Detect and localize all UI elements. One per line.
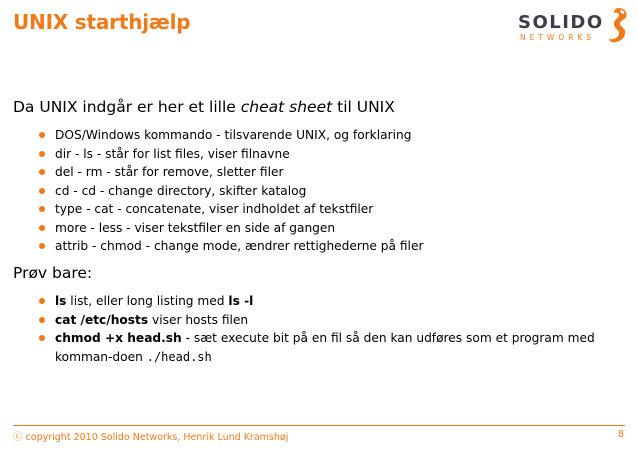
list-item <box>0 292 615 311</box>
list-item <box>0 311 615 330</box>
list-item-text: cd - cd - change directory, skifter katalog <box>55 183 307 198</box>
list-item-text: - sæt execute bit på en fil så den kan udføres som et program med komman-doen <box>55 331 595 364</box>
bullet-icon <box>39 169 45 175</box>
code-head-sh: ./head.sh <box>146 349 212 364</box>
heading-suffix: til UNIX <box>332 98 395 116</box>
command-ls-l: ls -l <box>228 294 254 308</box>
list-item-text: viser hosts filen <box>148 312 249 327</box>
logo-subtitle: NETWORKS <box>520 33 596 42</box>
bullet-icon <box>39 132 45 138</box>
command-cat-hosts: cat /etc/hosts <box>55 312 149 327</box>
cheat-sheet-list <box>0 126 615 256</box>
bullet-icon <box>39 298 45 304</box>
footer-copyright-text: copyright 2010 Solido Networks, Henrik Lund Kramshøj <box>25 432 289 443</box>
command-chmod: chmod +x head.sh <box>55 331 182 345</box>
seahorse-logo-icon <box>604 6 632 44</box>
command-ls: ls <box>55 294 67 308</box>
bullet-icon <box>39 188 45 194</box>
slide-title: UNIX starthjælp <box>13 10 191 34</box>
heading-prefix: Da UNIX indgår er her et lille <box>13 98 241 116</box>
bullet-icon <box>39 335 45 341</box>
list-item <box>0 126 615 145</box>
bullet-icon <box>39 151 45 157</box>
section-heading-try: Prøv bare: <box>13 264 93 282</box>
bullet-icon <box>39 225 45 231</box>
bullet-icon <box>39 317 45 323</box>
list-item-text: attrib - chmod - change mode, ændrer rettighederne på filer <box>55 239 424 253</box>
bullet-icon <box>39 243 45 249</box>
list-item-text: list, eller long listing med <box>66 294 229 308</box>
try-list <box>0 292 615 366</box>
list-item <box>0 329 615 366</box>
list-item <box>0 219 615 238</box>
bullet-icon <box>39 206 45 212</box>
heading-emphasis: cheat sheet <box>240 98 333 116</box>
list-item <box>0 163 615 182</box>
list-item-text: del - rm - står for remove, sletter filer <box>55 165 284 179</box>
list-item-wrap <box>55 329 615 366</box>
list-item <box>0 145 615 164</box>
solido-networks-logo <box>518 4 633 48</box>
list-item-text: type - cat - concatenate, viser indholdet af tekstfiler <box>55 202 374 216</box>
copyright-icon: ⓒ <box>13 432 23 443</box>
list-item-text: dir - ls - står for list files, viser filnavne <box>55 146 290 161</box>
list-item-text: more - less - viser tekstfiler en side af gangen <box>55 220 336 235</box>
list-item <box>0 237 615 256</box>
list-item <box>0 182 615 201</box>
logo-word: SOLIDO <box>518 12 604 33</box>
list-item <box>0 200 615 219</box>
page-number: 8 <box>617 429 624 440</box>
footer-divider <box>13 425 625 426</box>
list-item-text: DOS/Windows kommando - tilsvarende UNIX, og forklaring <box>55 128 412 142</box>
footer-copyright <box>13 429 288 443</box>
section-heading-cheat-sheet <box>13 98 395 116</box>
